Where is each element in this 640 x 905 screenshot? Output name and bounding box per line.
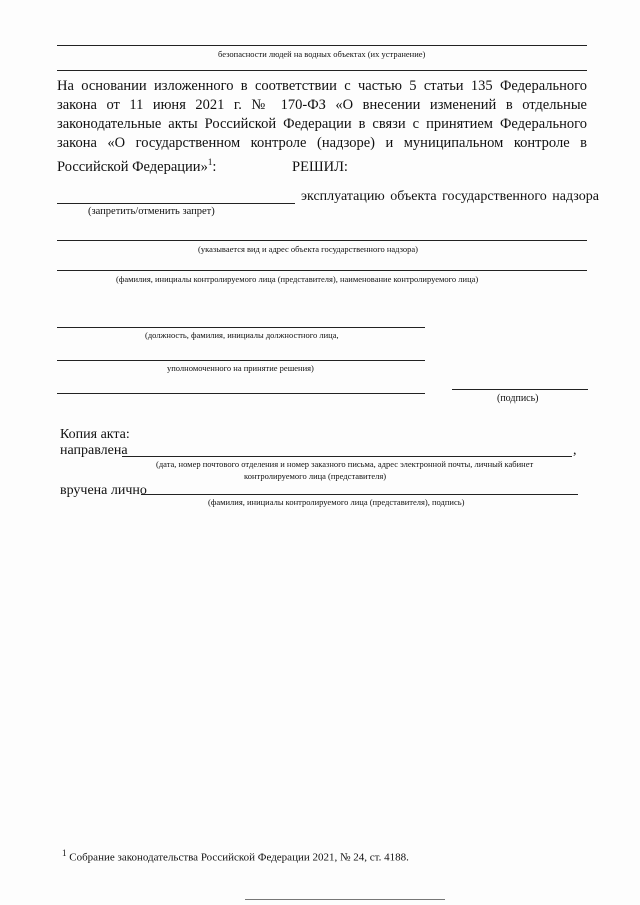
sent-comma: , bbox=[573, 443, 577, 458]
main-paragraph-text: На основании изложенного в соответствии с частью 5 статьи 135 Федерального закона от 11 июня 2021 г. № 170-ФЗ «О внесении изменений в отдельные законодательные акты Российской Федерации в связи с принятием Федерального закона «О государственном контроле (надзоре) и муниципальном контроле в Российской Федерации» bbox=[57, 78, 587, 175]
signature-caption: (подпись) bbox=[497, 393, 539, 404]
official-caption: (должность, фамилия, инициалы должностного лица, bbox=[145, 330, 339, 340]
decision-heading: РЕШИЛ: bbox=[292, 159, 348, 175]
sent-caption-line1: (дата, номер почтового отделения и номер заказного письма, адрес электронной почты, личный кабинет bbox=[156, 459, 534, 469]
top-rule-2 bbox=[57, 70, 587, 71]
handed-caption: (фамилия, инициалы контролируемого лица (представителя), подпись) bbox=[208, 497, 465, 507]
person-field-line bbox=[57, 270, 587, 271]
footnote-ref: 1 bbox=[207, 157, 213, 167]
operation-text: эксплуатацию объекта государственного надзора bbox=[301, 189, 599, 204]
main-paragraph-tail: : bbox=[212, 158, 217, 175]
footnote-text: Собрание законодательства Российской Федерации 2021, № 24, ст. 4188. bbox=[66, 851, 409, 864]
official-name-line bbox=[57, 393, 425, 394]
bottom-rule bbox=[245, 899, 445, 900]
top-rule bbox=[57, 45, 587, 46]
signature-field-line bbox=[452, 389, 588, 390]
official-field-line bbox=[57, 327, 425, 328]
footnote bbox=[62, 848, 409, 864]
action-caption: (запретить/отменить запрет) bbox=[88, 206, 215, 217]
copy-title: Копия акта: bbox=[60, 427, 130, 442]
top-caption: безопасности людей на водных объектах (их устранение) bbox=[218, 49, 426, 59]
sent-field-line bbox=[122, 456, 572, 457]
handed-field-line bbox=[141, 494, 578, 495]
authorized-caption: уполномоченного на принятие решения) bbox=[167, 363, 314, 373]
authorized-field-line bbox=[57, 360, 425, 361]
object-caption: (указывается вид и адрес объекта государственного надзора) bbox=[198, 244, 419, 254]
action-field-line bbox=[57, 203, 295, 204]
sent-label: направлена bbox=[60, 443, 128, 458]
object-field-line bbox=[57, 240, 587, 241]
handed-label: вручена лично bbox=[60, 483, 147, 498]
sent-caption-line2: контролируемого лица (представителя) bbox=[244, 471, 387, 481]
footnote-marker: 1 bbox=[62, 848, 67, 858]
person-caption: (фамилия, инициалы контролируемого лица (представителя), наименование контролируемого лица) bbox=[116, 274, 479, 284]
